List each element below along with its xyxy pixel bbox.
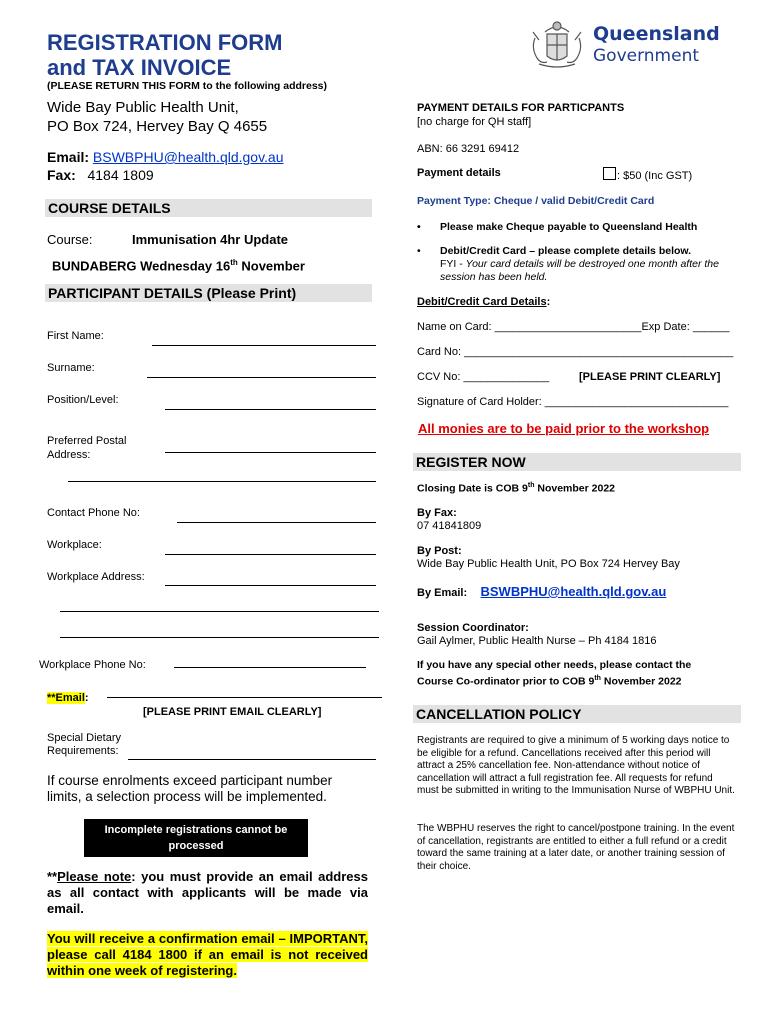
by-email: By Email: BSWBPHU@health.qld.gov.au (417, 584, 667, 599)
email-label: Email: (47, 149, 90, 165)
course-session: BUNDABERG Wednesday 16th November (52, 258, 305, 274)
card-details-heading: Debit/Credit Card Details: (417, 296, 551, 308)
workplace-address-field-1[interactable] (165, 585, 376, 586)
no-charge-note: [no charge for QH staff] (417, 116, 532, 128)
cancellation-heading: CANCELLATION POLICY (413, 705, 741, 723)
ccv-field[interactable]: CCV No: ______________ (417, 371, 550, 383)
workplace-address-label: Workplace Address: (47, 571, 145, 583)
postal-address-label: Preferred Postal Address: (47, 435, 127, 461)
name-on-card-field[interactable]: Name on Card: ________________________Exp Date: ______ (417, 321, 730, 333)
course-row (47, 232, 289, 247)
confirmation-notice: You will receive a confirmation email – IMPORTANT, please call 4184 1800 if an email is not received within one week of registering. (47, 931, 368, 978)
ccv-print-note: [PLEASE PRINT CLEARLY] (579, 371, 721, 383)
first-name-field[interactable] (152, 345, 376, 346)
address-line2: PO Box 724, Hervey Bay Q 4655 (47, 118, 268, 135)
first-name-label: First Name: (47, 330, 104, 342)
email-print-note: [PLEASE PRINT EMAIL CLEARLY] (143, 706, 322, 718)
logo-line2: Government (593, 46, 700, 66)
fee-row: : $50 (Inc GST) (603, 167, 692, 182)
postal-address-field-1[interactable] (165, 452, 376, 453)
participant-email-field[interactable] (107, 697, 382, 698)
bullet-cheque: • Please make Cheque payable to Queensland Health (417, 221, 698, 233)
workplace-address-field-2[interactable] (60, 611, 379, 612)
fee-checkbox[interactable] (603, 167, 616, 180)
payment-type: Payment Type: Cheque / valid Debit/Credit Card (417, 195, 655, 207)
course-name: Immunisation 4hr Update (132, 232, 289, 247)
fax-number: 4184 1809 (87, 167, 154, 183)
register-now-heading: REGISTER NOW (413, 453, 741, 471)
abn: ABN: 66 3291 69412 (417, 143, 520, 155)
enrolment-note: If course enrolments exceed participant number limits, a selection process will be implemented. (47, 773, 333, 804)
postal-address-field-2[interactable] (68, 481, 376, 482)
dietary-field[interactable] (128, 759, 376, 760)
crest-icon (527, 18, 587, 70)
surname-label: Surname: (47, 362, 95, 374)
closing-date: Closing Date is COB 9th November 2022 (417, 482, 616, 495)
contact-phone-label: Contact Phone No: (47, 507, 140, 519)
payment-bullets (417, 221, 742, 284)
signature-field[interactable]: Signature of Card Holder: ______________________________ (417, 396, 729, 408)
special-needs: If you have any special other needs, please contact the Course Co-ordinator prior to COB 9th November 2022 (417, 659, 692, 688)
address-line1: Wide Bay Public Health Unit, (47, 99, 239, 116)
bullet-card: • Debit/Credit Card – please complete details below. FYI - Your card details will be destroyed one month after the session has been held. (417, 245, 719, 283)
payment-details-label: Payment details (417, 167, 501, 179)
course-label: Course: (47, 232, 93, 247)
position-field[interactable] (165, 409, 376, 410)
return-note: (PLEASE RETURN THIS FORM to the following address) (47, 80, 328, 92)
queensland-government-logo (527, 18, 720, 70)
workplace-phone-label: Workplace Phone No: (39, 659, 146, 671)
surname-field[interactable] (147, 377, 376, 378)
workplace-field[interactable] (165, 554, 376, 555)
return-address (47, 98, 267, 136)
workplace-label: Workplace: (47, 539, 102, 551)
form-title-line2: and TAX INVOICE (47, 55, 232, 80)
email-link[interactable]: BSWBPHU@health.qld.gov.au (92, 149, 284, 165)
cancellation-para2: The WBPHU reserves the right to cancel/postpone training. In the event of cancellation, registrants are entitled to either a full refund or a credit toward the same training at a later date, or another training session of their choice. (417, 823, 735, 872)
by-fax: By Fax: 07 41841809 (417, 507, 482, 532)
email-field-label: **Email: (47, 692, 89, 704)
form-title-line1: REGISTRATION FORM (47, 30, 283, 55)
logo-line1: Queensland (593, 23, 720, 45)
register-email-link[interactable]: BSWBPHU@health.qld.gov.au (480, 584, 667, 599)
workplace-address-field-3[interactable] (60, 637, 379, 638)
form-title (47, 30, 282, 80)
by-post: By Post: Wide Bay Public Health Unit, PO Box 724 Hervey Bay (417, 545, 680, 570)
payment-heading: PAYMENT DETAILS FOR PARTICPANTS (417, 102, 625, 114)
course-details-heading: COURSE DETAILS (45, 199, 372, 217)
please-note: **Please note: you must provide an email address as all contact with applicants will be made via email. (47, 869, 368, 916)
card-number-field[interactable]: Card No: ____________________________________________ (417, 346, 734, 358)
contact-phone-field[interactable] (177, 522, 376, 523)
monies-notice: All monies are to be paid prior to the workshop (418, 421, 710, 436)
workplace-phone-field[interactable] (174, 667, 366, 668)
session-coordinator: Session Coordinator: Gail Aylmer, Public Health Nurse – Ph 4184 1816 (417, 622, 657, 647)
contact-block (47, 148, 284, 184)
participant-details-heading: PARTICIPANT DETAILS (Please Print) (45, 284, 372, 302)
dietary-label: Special Dietary Requirements: (47, 732, 121, 757)
position-label: Position/Level: (47, 394, 119, 406)
incomplete-banner: Incomplete registrations cannot be processed (84, 819, 308, 857)
fax-label: Fax: (47, 167, 76, 183)
cancellation-para1: Registrants are required to give a minimum of 5 working days notice to be eligible for a refund. Cancellations received after this period will attract a 25% cancellation fee. Non-attendance without notice of cancellation will attract a full registration fee. All requests for refund must be submitted in writing to the Immunisation Nurse of WBPHU Unit. (417, 735, 735, 796)
